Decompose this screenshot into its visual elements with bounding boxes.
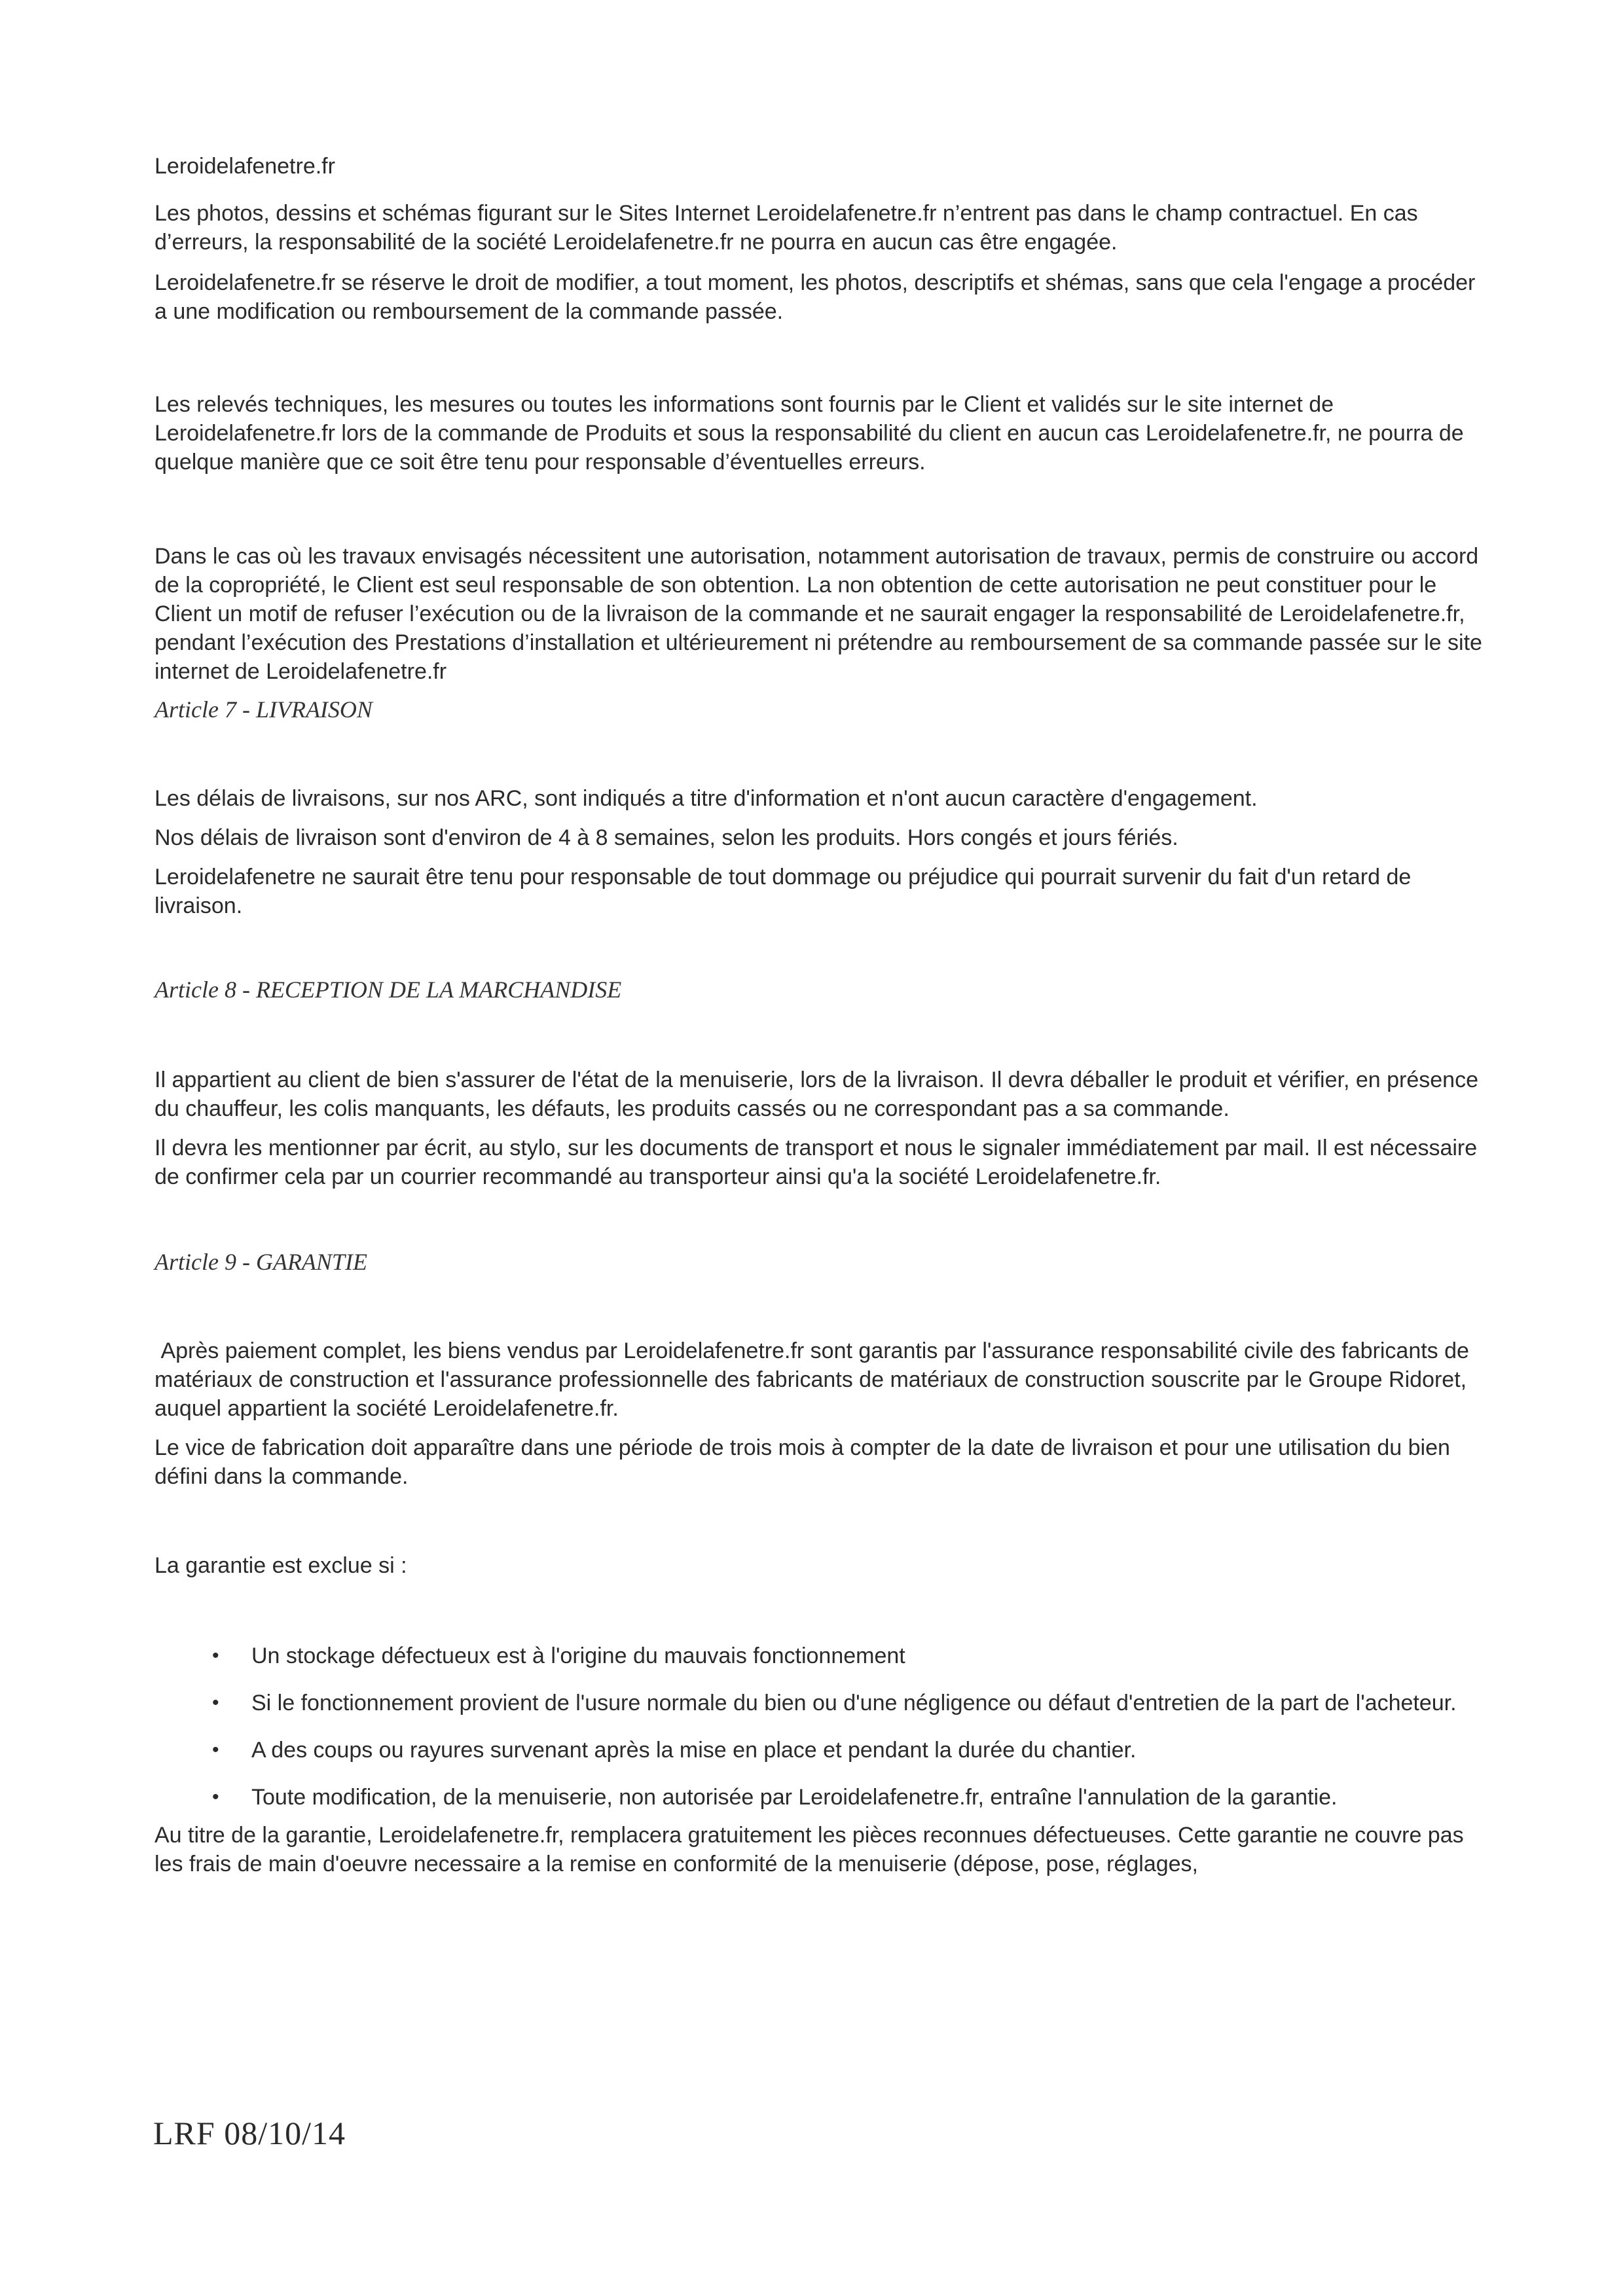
list-item (155, 1736, 1493, 1765)
bullet-icon: • (212, 1692, 219, 1713)
a8-paragraph-mention: Il devra les mentionner par écrit, au stylo, sur les documents de transport et nous le signaler immédiatement par mail. Il est nécessaire de confirmer cela par un courrier recommandé au transporteur ainsi qu'a la société Leroidelafenetre.fr. (155, 1136, 1478, 1189)
article-9-heading: Article 9 - GARANTIE (155, 1249, 367, 1275)
a9-paragraph-remplacement: Au titre de la garantie, Leroidelafenetre.fr, remplacera gratuitement les pièces reconnues défectueuses. Cette garantie ne couvre pas les frais de main d'oeuvre necessaire a la remise en conformité de la menuiserie (dépose, pose, réglages, (155, 1823, 1464, 1876)
paragraph-modification: Leroidelafenetre.fr se réserve le droit de modifier, a tout moment, les photos, descriptifs et shémas, sans que cela l'engage a procéder a une modification ou remboursement de la commande passée. (155, 270, 1476, 324)
a9-paragraph-vice: Le vice de fabrication doit apparaître dans une période de trois mois à compter de la date de livraison et pour une utilisation du bien défini dans la commande. (155, 1435, 1450, 1489)
bullet-icon: • (212, 1645, 219, 1666)
list-item (155, 1641, 1493, 1670)
footer-reference: LRF 08/10/14 (153, 2115, 346, 2151)
a7-paragraph-delais: Les délais de livraisons, sur nos ARC, sont indiqués a titre d'information et n'ont aucun caractère d'engagement. (155, 786, 1258, 811)
article-8-heading: Article 8 - RECEPTION DE LA MARCHANDISE (155, 977, 622, 1003)
list-item (155, 1689, 1493, 1717)
a8-paragraph-etat: Il appartient au client de bien s'assurer de l'état de la menuiserie, lors de la livraison. Il devra déballer le produit et vérifier, en présence du chauffeur, les colis manquants, les défauts, les produits cassés ou ne correspondant pas a sa commande. (155, 1067, 1478, 1121)
list-item-text: Toute modification, de la menuiserie, non autorisée par Leroidelafenetre.fr, entraîne l'annulation de la garantie. (251, 1785, 1338, 1810)
a9-paragraph-exclue: La garantie est exclue si : (155, 1553, 407, 1578)
list-item-text: A des coups ou rayures survenant après la mise en place et pendant la durée du chantier. (251, 1738, 1137, 1763)
a7-paragraph-semaines: Nos délais de livraison sont d'environ de 4 à 8 semaines, selon les produits. Hors congés et jours fériés. (155, 825, 1178, 850)
list-item-text: Si le fonctionnement provient de l'usure normale du bien ou d'une négligence ou défaut d'entretien de la part de l'acheteur. (251, 1691, 1457, 1715)
a9-paragraph-paiement: Après paiement complet, les biens vendus par Leroidelafenetre.fr sont garantis par l'assurance responsabilité civile des fabricants de matériaux de construction et l'assurance professionnelle des fabricants de matériaux de construction souscrite par le Groupe Ridoret, auquel appartient la société Leroidelafenetre.fr. (155, 1338, 1476, 1421)
bullet-icon: • (212, 1786, 219, 1808)
document-body (155, 152, 1493, 1878)
bullet-icon: • (212, 1739, 219, 1761)
paragraph-photos: Les photos, dessins et schémas figurant sur le Sites Internet Leroidelafenetre.fr n’entrent pas dans le champ contractuel. En cas d’erreurs, la responsabilité de la société Leroidelafenetre.fr ne pourra en aucun cas être engagée. (155, 201, 1418, 255)
paragraph-autorisation: Dans le cas où les travaux envisagés nécessitent une autorisation, notamment autorisation de travaux, permis de construire ou accord de la copropriété, le Client est seul responsable de son obtention. La non obtention de cette autorisation ne peut constituer pour le Client un motif de refuser l’exécution ou de la livraison de la commande et ne saurait engager la responsabilité de Leroidelafenetre.fr, pendant l’exécution des Prestations d’installation et ultérieurement ni prétendre au remboursement de sa commande passée sur le site internet de Leroidelafenetre.fr (155, 544, 1482, 684)
top-line: Leroidelafenetre.fr (155, 154, 335, 179)
list-item-text: Un stockage défectueux est à l'origine du mauvais fonctionnement (251, 1643, 905, 1668)
exclusion-list (155, 1641, 1493, 1812)
list-item (155, 1783, 1493, 1812)
a7-paragraph-responsabilite: Leroidelafenetre ne saurait être tenu pour responsable de tout dommage ou préjudice qui pourrait survenir du fait d'un retard de livraison. (155, 865, 1412, 918)
article-7-heading: Article 7 - LIVRAISON (155, 696, 373, 723)
paragraph-releves: Les relevés techniques, les mesures ou toutes les informations sont fournis par le Client et validés sur le site internet de Leroidelafenetre.fr lors de la commande de Produits et sous la responsabilité du client en aucun cas Leroidelafenetre.fr, ne pourra de quelque manière que ce soit être tenu pour responsable d’éventuelles erreurs. (155, 392, 1464, 475)
